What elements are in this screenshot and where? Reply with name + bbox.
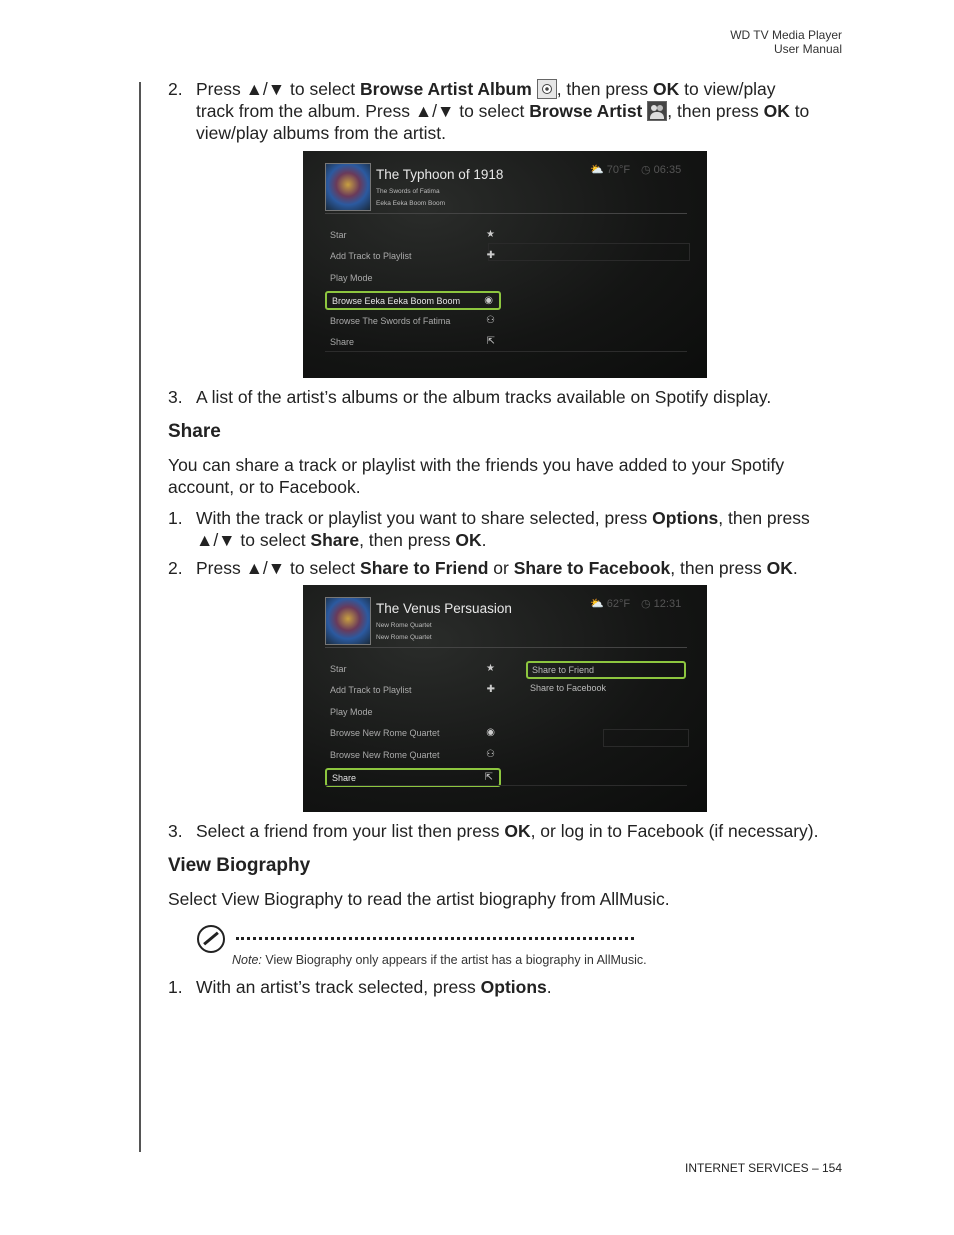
menu-item[interactable]: Play Mode bbox=[330, 707, 373, 717]
artist-icon: ⚇ bbox=[486, 749, 495, 760]
background-row bbox=[488, 243, 690, 261]
disc-icon: ◉ bbox=[486, 727, 495, 738]
menu-item[interactable]: Add Track to Playlist ✚ bbox=[325, 248, 501, 265]
arrow-keys: ▲/▼ bbox=[414, 101, 455, 121]
menu-item[interactable]: Play Mode bbox=[330, 273, 373, 283]
step-number: 2. bbox=[168, 79, 183, 99]
weather-readout: ⛅ 70°F bbox=[590, 164, 631, 176]
album-name: New Rome Quartet bbox=[376, 622, 432, 629]
artist-name: New Rome Quartet bbox=[376, 634, 432, 641]
menu-item-selected[interactable]: Share ⇱ bbox=[325, 768, 501, 787]
menu-item[interactable]: Star ★ bbox=[325, 227, 501, 244]
menu-item[interactable]: Browse New Rome Quartet ⚇ bbox=[325, 747, 501, 764]
divider bbox=[325, 785, 687, 786]
step-text: With an artist’s track selected, press Options. bbox=[196, 977, 552, 997]
menu-item[interactable]: Browse The Swords of Fatima ⚇ bbox=[325, 313, 501, 330]
header-line-2: User Manual bbox=[773, 42, 842, 56]
arrow-keys: ▲/▼ bbox=[196, 530, 236, 550]
menu-item[interactable]: Add Track to Playlist ✚ bbox=[325, 682, 501, 699]
arrow-keys: ▲/▼ bbox=[245, 558, 286, 578]
track-title: The Venus Persuasion bbox=[376, 601, 512, 616]
plus-icon: ✚ bbox=[486, 250, 495, 261]
star-icon: ★ bbox=[486, 663, 495, 674]
background-row bbox=[603, 729, 689, 747]
artist-icon: ⚇ bbox=[486, 315, 495, 326]
album-name: The Swords of Fatima bbox=[376, 188, 440, 195]
section-heading-share: Share bbox=[168, 421, 221, 442]
margin-rule bbox=[139, 82, 141, 1152]
menu-item[interactable]: Share ⇱ bbox=[325, 334, 501, 351]
step-number: 2. bbox=[168, 558, 183, 578]
album-art bbox=[325, 163, 371, 211]
weather-readout: ⛅ 62°F bbox=[590, 598, 631, 610]
note-pencil-icon bbox=[197, 925, 225, 953]
artist-icon bbox=[647, 101, 667, 121]
note-text: Note: View Biography only appears if the artist has a biography in AllMusic. bbox=[232, 953, 647, 967]
disc-icon: ◉ bbox=[484, 295, 493, 306]
step-number: 3. bbox=[168, 821, 183, 841]
share-paragraph: You can share a track or playlist with the friends you have added to your Spotify account, or to Facebook. bbox=[168, 455, 785, 497]
menu-item-selected[interactable]: Browse Eeka Eeka Boom Boom ◉ bbox=[325, 291, 501, 310]
note-divider bbox=[236, 937, 634, 940]
album-art bbox=[325, 597, 371, 645]
submenu-item[interactable]: Share to Facebook bbox=[530, 683, 607, 693]
submenu-item-selected[interactable]: Share to Friend bbox=[526, 661, 686, 679]
step-text: Press ▲/▼ to select Browse Artist Album , then press OK to view/play track from the album. Press ▲/▼ to select Browse Artist , then press OK to view/play albums from the artist. bbox=[196, 79, 810, 143]
menu-item[interactable]: Star ★ bbox=[325, 661, 501, 678]
step-text: Press ▲/▼ to select Share to Friend or Share to Facebook, then press OK. bbox=[196, 558, 798, 578]
divider bbox=[325, 351, 687, 352]
page-footer: INTERNET SERVICES – 154 bbox=[685, 1161, 842, 1175]
step-text: With the track or playlist you want to share selected, press Options, then press ▲/▼ to select Share, then press OK. bbox=[196, 508, 810, 550]
screenshot-share-options bbox=[303, 585, 707, 812]
divider bbox=[325, 213, 687, 214]
biography-paragraph: Select View Biography to read the artist biography from AllMusic. bbox=[168, 889, 670, 909]
menu-item[interactable]: Browse New Rome Quartet ◉ bbox=[325, 725, 501, 742]
step-number: 3. bbox=[168, 387, 183, 407]
clock-readout: ◷ 06:35 bbox=[641, 164, 682, 176]
plus-icon: ✚ bbox=[486, 684, 495, 695]
running-header bbox=[730, 28, 842, 56]
section-heading-biography: View Biography bbox=[168, 855, 311, 876]
track-title: The Typhoon of 1918 bbox=[376, 167, 504, 182]
disc-icon bbox=[537, 79, 557, 99]
artist-name: Eeka Eeka Boom Boom bbox=[376, 200, 446, 207]
step-text: A list of the artist’s albums or the album tracks available on Spotify display. bbox=[196, 387, 772, 407]
header-line-1: WD TV Media Player bbox=[730, 28, 842, 42]
screenshot-browse-options bbox=[303, 151, 707, 378]
step-number: 1. bbox=[168, 977, 183, 997]
step-number: 1. bbox=[168, 508, 183, 528]
arrow-keys: ▲/▼ bbox=[245, 79, 286, 99]
share-icon: ⇱ bbox=[484, 772, 493, 783]
share-icon: ⇱ bbox=[486, 336, 495, 347]
clock-readout: ◷ 12:31 bbox=[641, 598, 682, 610]
star-icon: ★ bbox=[486, 229, 495, 240]
step-text: Select a friend from your list then press OK, or log in to Facebook (if necessary). bbox=[196, 821, 819, 841]
divider bbox=[325, 647, 687, 648]
